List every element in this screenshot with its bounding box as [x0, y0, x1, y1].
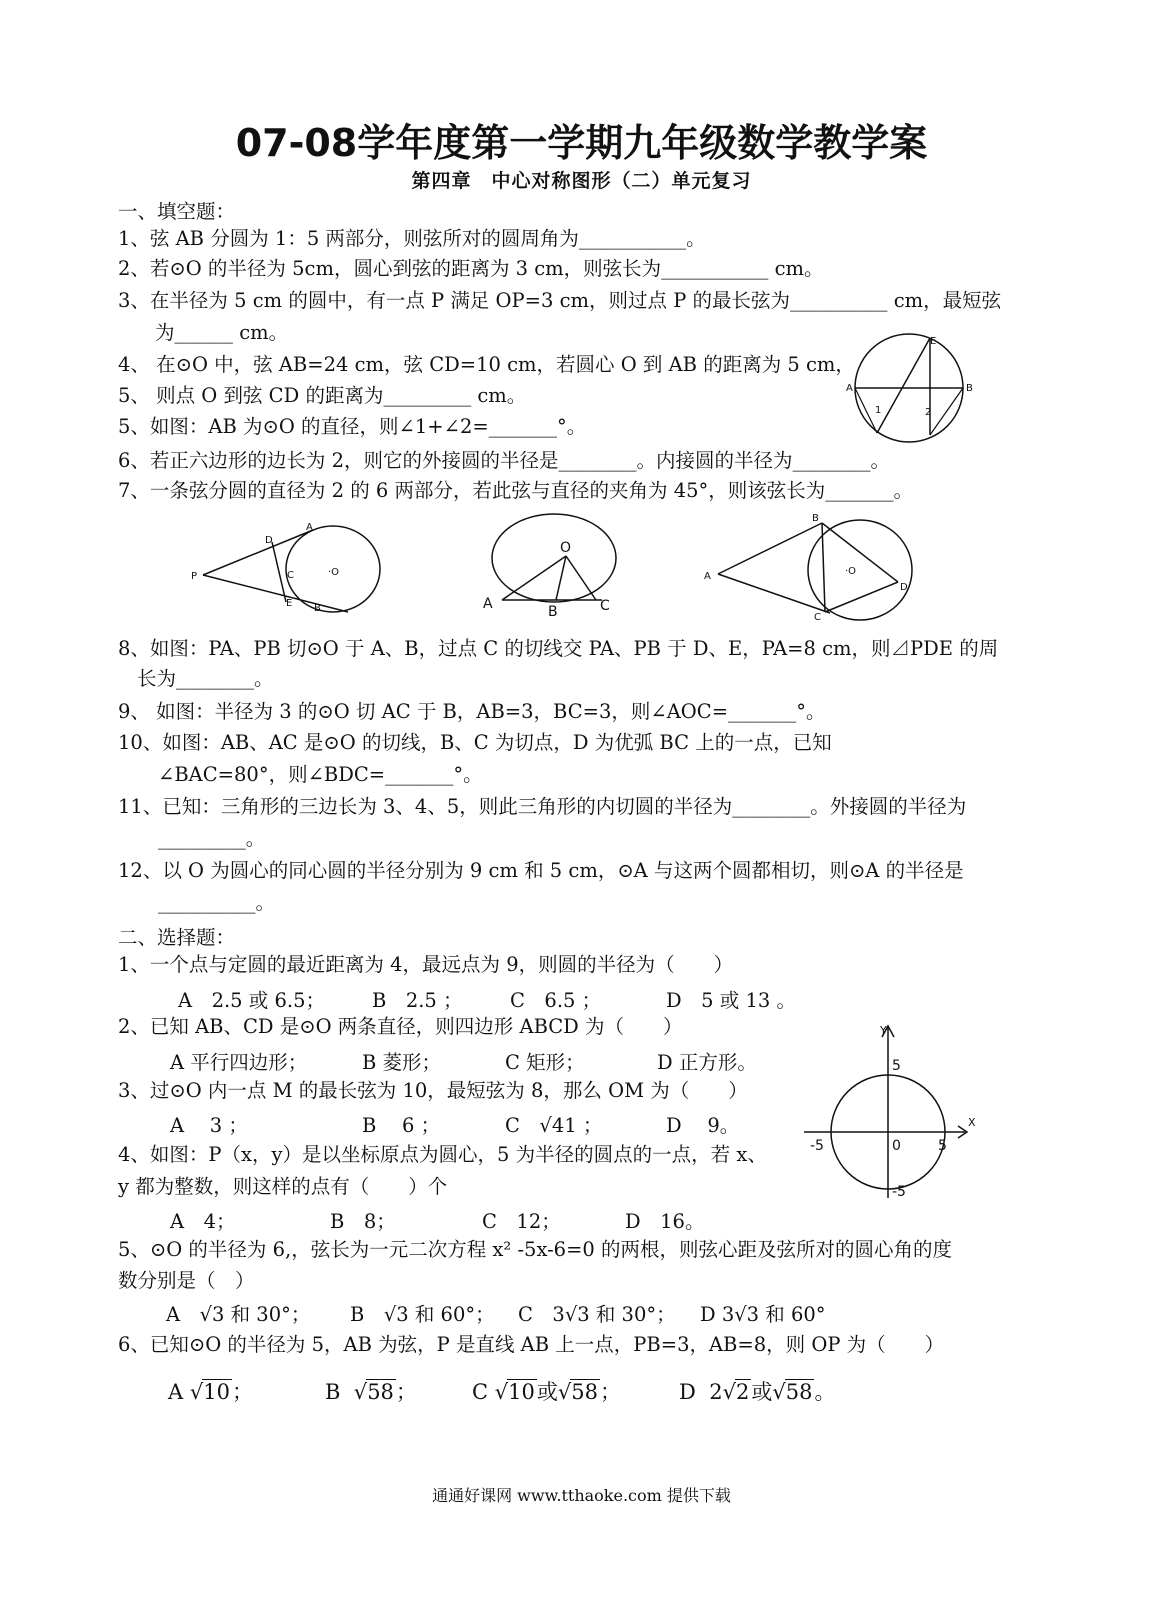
fig1-seg-a	[855, 388, 877, 433]
option-letter: B	[325, 1380, 341, 1404]
option-tail: ；	[231, 1380, 253, 1404]
fig2-tangent-pb	[203, 575, 348, 612]
radicand: 58	[367, 1380, 394, 1404]
option-b	[325, 1376, 417, 1406]
question-line: 5、⊙O 的半径为 6,，弦长为一元二次方程 x² -5x-6=0 的两根，则弦心距及弦所对的圆心角的度	[118, 1238, 953, 1261]
option-mid: 或	[751, 1380, 773, 1404]
radicand: 10	[203, 1380, 230, 1404]
option-a: A √3 和 30°；	[166, 1303, 311, 1326]
option-d: D 正方形。	[657, 1051, 757, 1074]
radical: √2	[722, 1380, 750, 1404]
radicand: 58	[571, 1380, 599, 1404]
question-line: _________。	[158, 827, 266, 850]
page-title: 07-08学年度第一学期九年级数学教学案	[235, 121, 928, 165]
fig2-label-d: D	[265, 535, 273, 546]
tick-left: -5	[810, 1138, 824, 1154]
option-b: B √3 和 60°；	[350, 1303, 495, 1326]
question-line: 为______ cm。	[155, 321, 289, 344]
question-line: 6、已知⊙O 的半径为 5，AB 为弦，P 是直线 AB 上一点，PB=3，AB=8，则 OP 为（ ）	[118, 1333, 945, 1356]
question-line: 5、 则点 O 到弦 CD 的距离为_________ cm。	[118, 384, 527, 407]
fig4-label-d: D	[900, 582, 908, 593]
question-line: 10、如图：AB、AC 是⊙O 的切线，B、C 为切点，D 为优弧 BC 上的一点，已知	[118, 731, 832, 754]
question-line: 12、以 O 为圆心的同心圆的半径分别为 9 cm 和 5 cm，⊙A 与这两个圆都相切，则⊙A 的半径是	[118, 859, 964, 882]
radicand: 58	[785, 1380, 813, 1404]
option-d: D 9。	[666, 1114, 740, 1137]
option-tail: ；	[395, 1380, 417, 1404]
fig1-label-b: B	[966, 383, 973, 394]
option-letter: A	[168, 1380, 184, 1404]
option-mid: 或	[536, 1380, 558, 1404]
option-b: B 6 ；	[362, 1114, 441, 1137]
option-tail: ；	[600, 1380, 622, 1404]
fig3-circle	[492, 514, 616, 602]
fig3-seg-oc	[566, 556, 596, 600]
fig2-label-e: E	[286, 598, 293, 609]
question-line: 2、已知 AB、CD 是⊙O 两条直径，则四边形 ABCD 为（ ）	[118, 1015, 683, 1038]
option-a: A 平行四边形；	[170, 1051, 308, 1074]
fig4-label-c: C	[814, 612, 821, 623]
fig4-label-a: A	[704, 571, 711, 582]
option-c: C 3√3 和 30°；	[518, 1303, 676, 1326]
fig3-label-c: C	[600, 598, 610, 614]
option-c: C √41 ；	[505, 1114, 603, 1137]
question-line: 6、若正六边形的边长为 2，则它的外接圆的半径是________。内接圆的半径为________。	[118, 449, 891, 472]
fig2-label-b: B	[314, 603, 321, 614]
option-tail: 。	[814, 1380, 836, 1404]
section-heading-fill: 一、填空题：	[118, 200, 236, 223]
radicand: 2	[735, 1380, 750, 1404]
fig4-tangent-ab	[718, 523, 822, 574]
radical: √10	[494, 1380, 535, 1404]
fig3-label-a: A	[483, 596, 493, 612]
fig2-label-a: A	[306, 522, 313, 533]
question-line: y 都为整数，则这样的点有（ ）个	[118, 1175, 448, 1198]
fig4-chord-cd	[825, 582, 898, 612]
axis-label-x: X	[968, 1116, 976, 1129]
tick-origin: 0	[892, 1138, 901, 1154]
section-heading-choice: 二、选择题：	[118, 926, 236, 949]
question-line: 8、如图：PA、PB 切⊙O 于 A、B，过点 C 的切线交 PA、PB 于 D、E，PA=8 cm，则⊿PDE 的周	[118, 637, 999, 660]
page-subtitle: 第四章 中心对称图形（二）单元复习	[411, 170, 752, 192]
radical: √10	[189, 1380, 230, 1404]
fig2-label-p: P	[191, 571, 198, 582]
fig3-seg-oa	[502, 556, 566, 600]
option-letter: C	[472, 1380, 489, 1404]
option-b: B 8；	[330, 1210, 396, 1233]
option-c	[472, 1376, 621, 1406]
question-line: __________。	[158, 891, 276, 914]
fig4-label-o: ·O	[845, 566, 857, 577]
fig2-label-o: ·O	[328, 567, 340, 578]
question-line: 1、一个点与定圆的最近距离为 4，最远点为 9，则圆的半径为（ ）	[118, 953, 734, 976]
option-d: D 3√3 和 60°	[700, 1303, 826, 1326]
figure-tangents-abc	[700, 508, 915, 623]
option-d: D 5 或 13 。	[666, 989, 796, 1012]
option-c: C 矩形；	[505, 1051, 585, 1074]
question-line: 5、如图：AB 为⊙O 的直径，则∠1+∠2=_______°。	[118, 415, 587, 438]
radical: √58	[772, 1380, 813, 1404]
radical: √58	[353, 1380, 394, 1404]
question-line: 4、 在⊙O 中，弦 AB=24 cm，弦 CD=10 cm，若圆心 O 到 AB 的距离为 5 cm，	[118, 353, 855, 376]
tick-right: 5	[938, 1138, 947, 1154]
fig3-label-o: O	[560, 540, 572, 556]
fig4-label-b: B	[812, 513, 819, 524]
option-d	[679, 1376, 835, 1406]
question-line: 2、若⊙O 的半径为 5cm，圆心到弦的距离为 3 cm，则弦长为___________ cm。	[118, 257, 824, 280]
fig1-label-2: 2	[925, 407, 932, 418]
page-footer: 通通好课网 www.tthaoke.com 提供下载	[432, 1486, 731, 1505]
fig2-label-c: C	[287, 570, 294, 581]
radicand: 10	[508, 1380, 535, 1404]
figure-diameter-circle	[845, 333, 975, 443]
question-line: ∠BAC=80°，则∠BDC=_______°。	[158, 763, 483, 786]
fig1-label-e: E	[930, 336, 937, 347]
question-line: 7、一条弦分圆的直径为 2 的 6 两部分，若此弦与直径的夹角为 45°，则该弦长为_______。	[118, 479, 914, 502]
fig4-chord-bc	[822, 523, 825, 612]
option-b: B 2.5 ；	[372, 989, 463, 1012]
option-a: A 4；	[170, 1210, 236, 1233]
question-line: 4、如图：P（x，y）是以坐标原点为圆心，5 为半径的圆点的一点，若 x、	[118, 1143, 767, 1166]
option-d: D 16。	[625, 1210, 705, 1233]
fig2-tangent-pa	[203, 530, 313, 575]
coefficient: 2	[709, 1380, 723, 1404]
option-letter: D	[679, 1380, 696, 1404]
option-a	[168, 1376, 253, 1406]
option-a: A 3 ；	[170, 1114, 248, 1137]
axis-label-y: Y	[880, 1024, 887, 1037]
figure-tangents-pab	[188, 520, 383, 615]
option-c: C 12；	[482, 1210, 561, 1233]
question-line: 3、过⊙O 内一点 M 的最长弦为 10，最短弦为 8，那么 OM 为（ ）	[118, 1079, 748, 1102]
question-line: 9、 如图：半径为 3 的⊙O 切 AC 于 B，AB=3，BC=3，则∠AOC=_______°。	[118, 700, 826, 723]
question-line: 数分别是（ ）	[118, 1269, 255, 1292]
figure-coordinate-circle	[800, 1020, 990, 1205]
option-a: A 2.5 或 6.5；	[178, 989, 326, 1012]
question-line: 11、已知：三角形的三边长为 3、4、5，则此三角形的内切圆的半径为________。外接圆的半径为	[118, 795, 967, 818]
fig1-label-a: A	[846, 383, 853, 394]
tick-top: 5	[892, 1058, 901, 1074]
radical: √58	[557, 1380, 599, 1404]
question-line: 长为________。	[137, 667, 274, 690]
question-line: 3、在半径为 5 cm 的圆中，有一点 P 满足 OP=3 cm，则过点 P 的最长弦为__________ cm，最短弦	[118, 289, 1002, 312]
fig4-chord-bd	[822, 523, 898, 582]
fig3-label-b: B	[548, 604, 558, 620]
question-line: 1、弦 AB 分圆为 1：5 两部分，则弦所对的圆周角为___________。	[118, 227, 706, 250]
option-c: C 6.5 ；	[510, 989, 602, 1012]
fig1-label-1: 1	[875, 405, 882, 416]
figure-circle-tangent-ac	[480, 508, 620, 620]
fig1-chord	[877, 338, 930, 433]
option-b: B 菱形；	[362, 1051, 442, 1074]
tick-bottom: -5	[892, 1184, 906, 1200]
